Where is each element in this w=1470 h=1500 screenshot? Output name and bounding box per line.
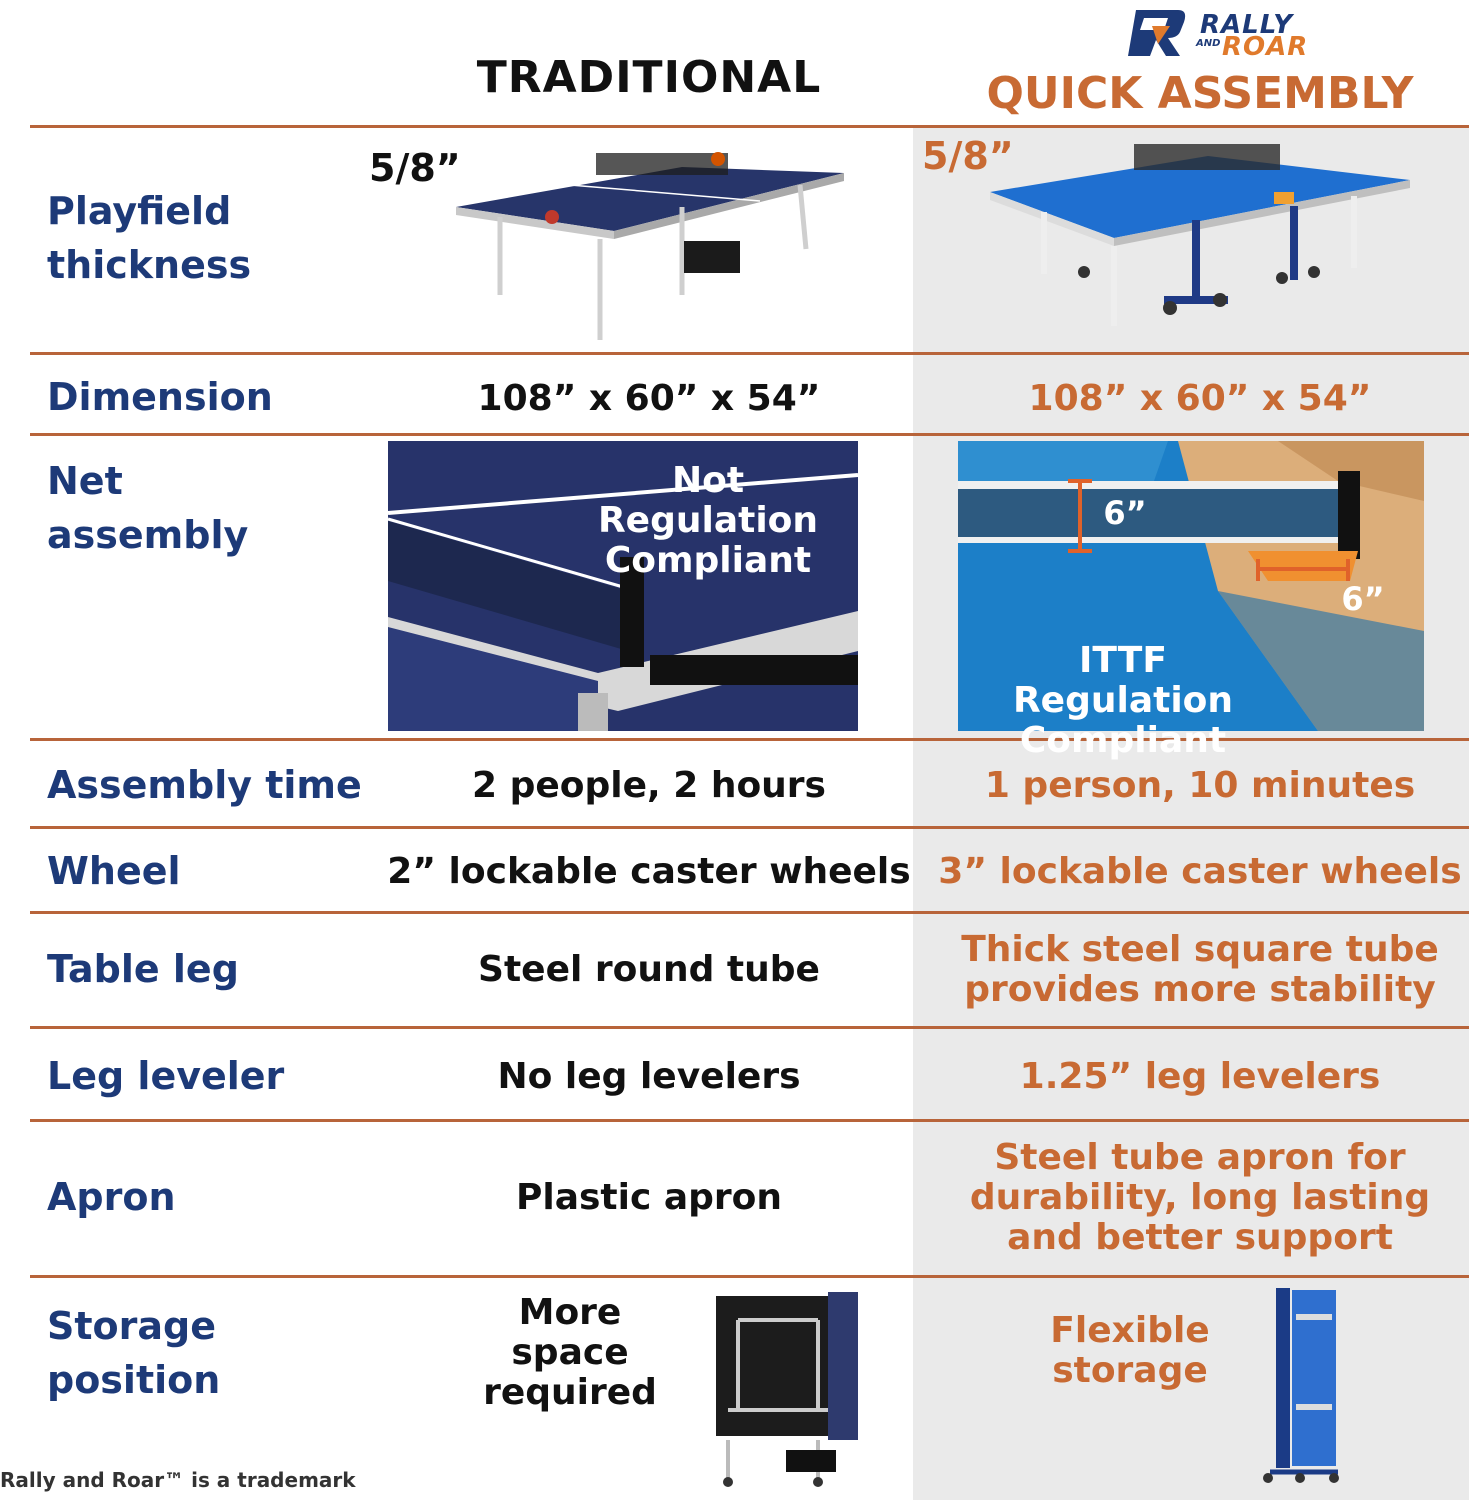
quick-apron-value: Steel tube apron for durability, long lasting and better support — [969, 1137, 1431, 1258]
trad-wheel-value: 2” lockable caster wheels — [387, 851, 911, 892]
trad-apron-value: Plastic apron — [515, 1177, 783, 1218]
trad-storage-value: More space required — [483, 1292, 657, 1413]
quick-leg-value: Thick steel square tube provides more stability — [961, 929, 1439, 1010]
trad-leg-value: Steel round tube — [478, 949, 820, 990]
row-divider — [30, 1119, 1469, 1122]
quick-net-image — [958, 441, 1424, 761]
brand-logo-roar: ROAR — [1222, 32, 1309, 62]
traditional-table-image — [450, 145, 850, 345]
row-label-wheel: Wheel — [47, 849, 181, 893]
row-divider — [30, 352, 1469, 355]
quick-assembly-table-image — [984, 140, 1414, 330]
header-quick-assembly: QUICK ASSEMBLY — [986, 68, 1414, 119]
header-traditional: TRADITIONAL — [476, 52, 822, 103]
row-divider — [30, 433, 1469, 436]
trad-thickness-value: 5/8” — [369, 146, 461, 190]
ittf-regulation-overlay: ITTF Regulation Compliant — [1012, 640, 1234, 761]
quick-leveler-value: 1.25” leg levelers — [1019, 1056, 1381, 1097]
row-label-leveler: Leg leveler — [47, 1054, 285, 1098]
brand-logo-rally: RALLY — [1200, 10, 1294, 40]
row-divider — [30, 826, 1469, 829]
quick-storage-value: Flexible storage — [1050, 1310, 1210, 1391]
row-divider — [30, 911, 1469, 914]
measure-label-height: 6” — [1103, 494, 1147, 532]
row-label-dimension: Dimension — [47, 375, 273, 419]
traditional-storage-image — [708, 1290, 862, 1490]
row-label-storage: Storage position — [47, 1304, 221, 1402]
quick-wheel-value: 3” lockable caster wheels — [938, 851, 1462, 892]
brand-logo — [1122, 4, 1332, 64]
trad-dimension-value: 108” x 60” x 54” — [477, 378, 821, 419]
quick-assembly-storage-image — [1250, 1284, 1350, 1484]
quick-thickness-value: 5/8” — [922, 134, 1014, 178]
row-label-net: Net assembly — [47, 459, 249, 557]
quick-assembly-column-background — [913, 128, 1469, 1500]
not-regulation-overlay: Not Regulation Compliant — [597, 460, 819, 581]
row-divider — [30, 125, 1469, 128]
quick-dimension-value: 108” x 60” x 54” — [1028, 378, 1372, 419]
brand-logo-and: AND — [1196, 38, 1221, 49]
row-label-playfield: Playfield thickness — [47, 189, 252, 287]
traditional-net-image — [388, 441, 858, 731]
row-label-apron: Apron — [47, 1175, 176, 1219]
row-divider — [30, 1026, 1469, 1029]
row-label-leg: Table leg — [47, 947, 239, 991]
row-label-assembly: Assembly time — [47, 763, 362, 807]
row-divider — [30, 1275, 1469, 1278]
quick-assembly-value: 1 person, 10 minutes — [984, 765, 1416, 806]
trad-assembly-value: 2 people, 2 hours — [472, 765, 826, 806]
trad-leveler-value: No leg levelers — [497, 1056, 801, 1097]
measure-label-overhang: 6” — [1341, 580, 1385, 618]
trademark-footer: Rally and Roar™ is a trademark — [0, 1468, 356, 1492]
